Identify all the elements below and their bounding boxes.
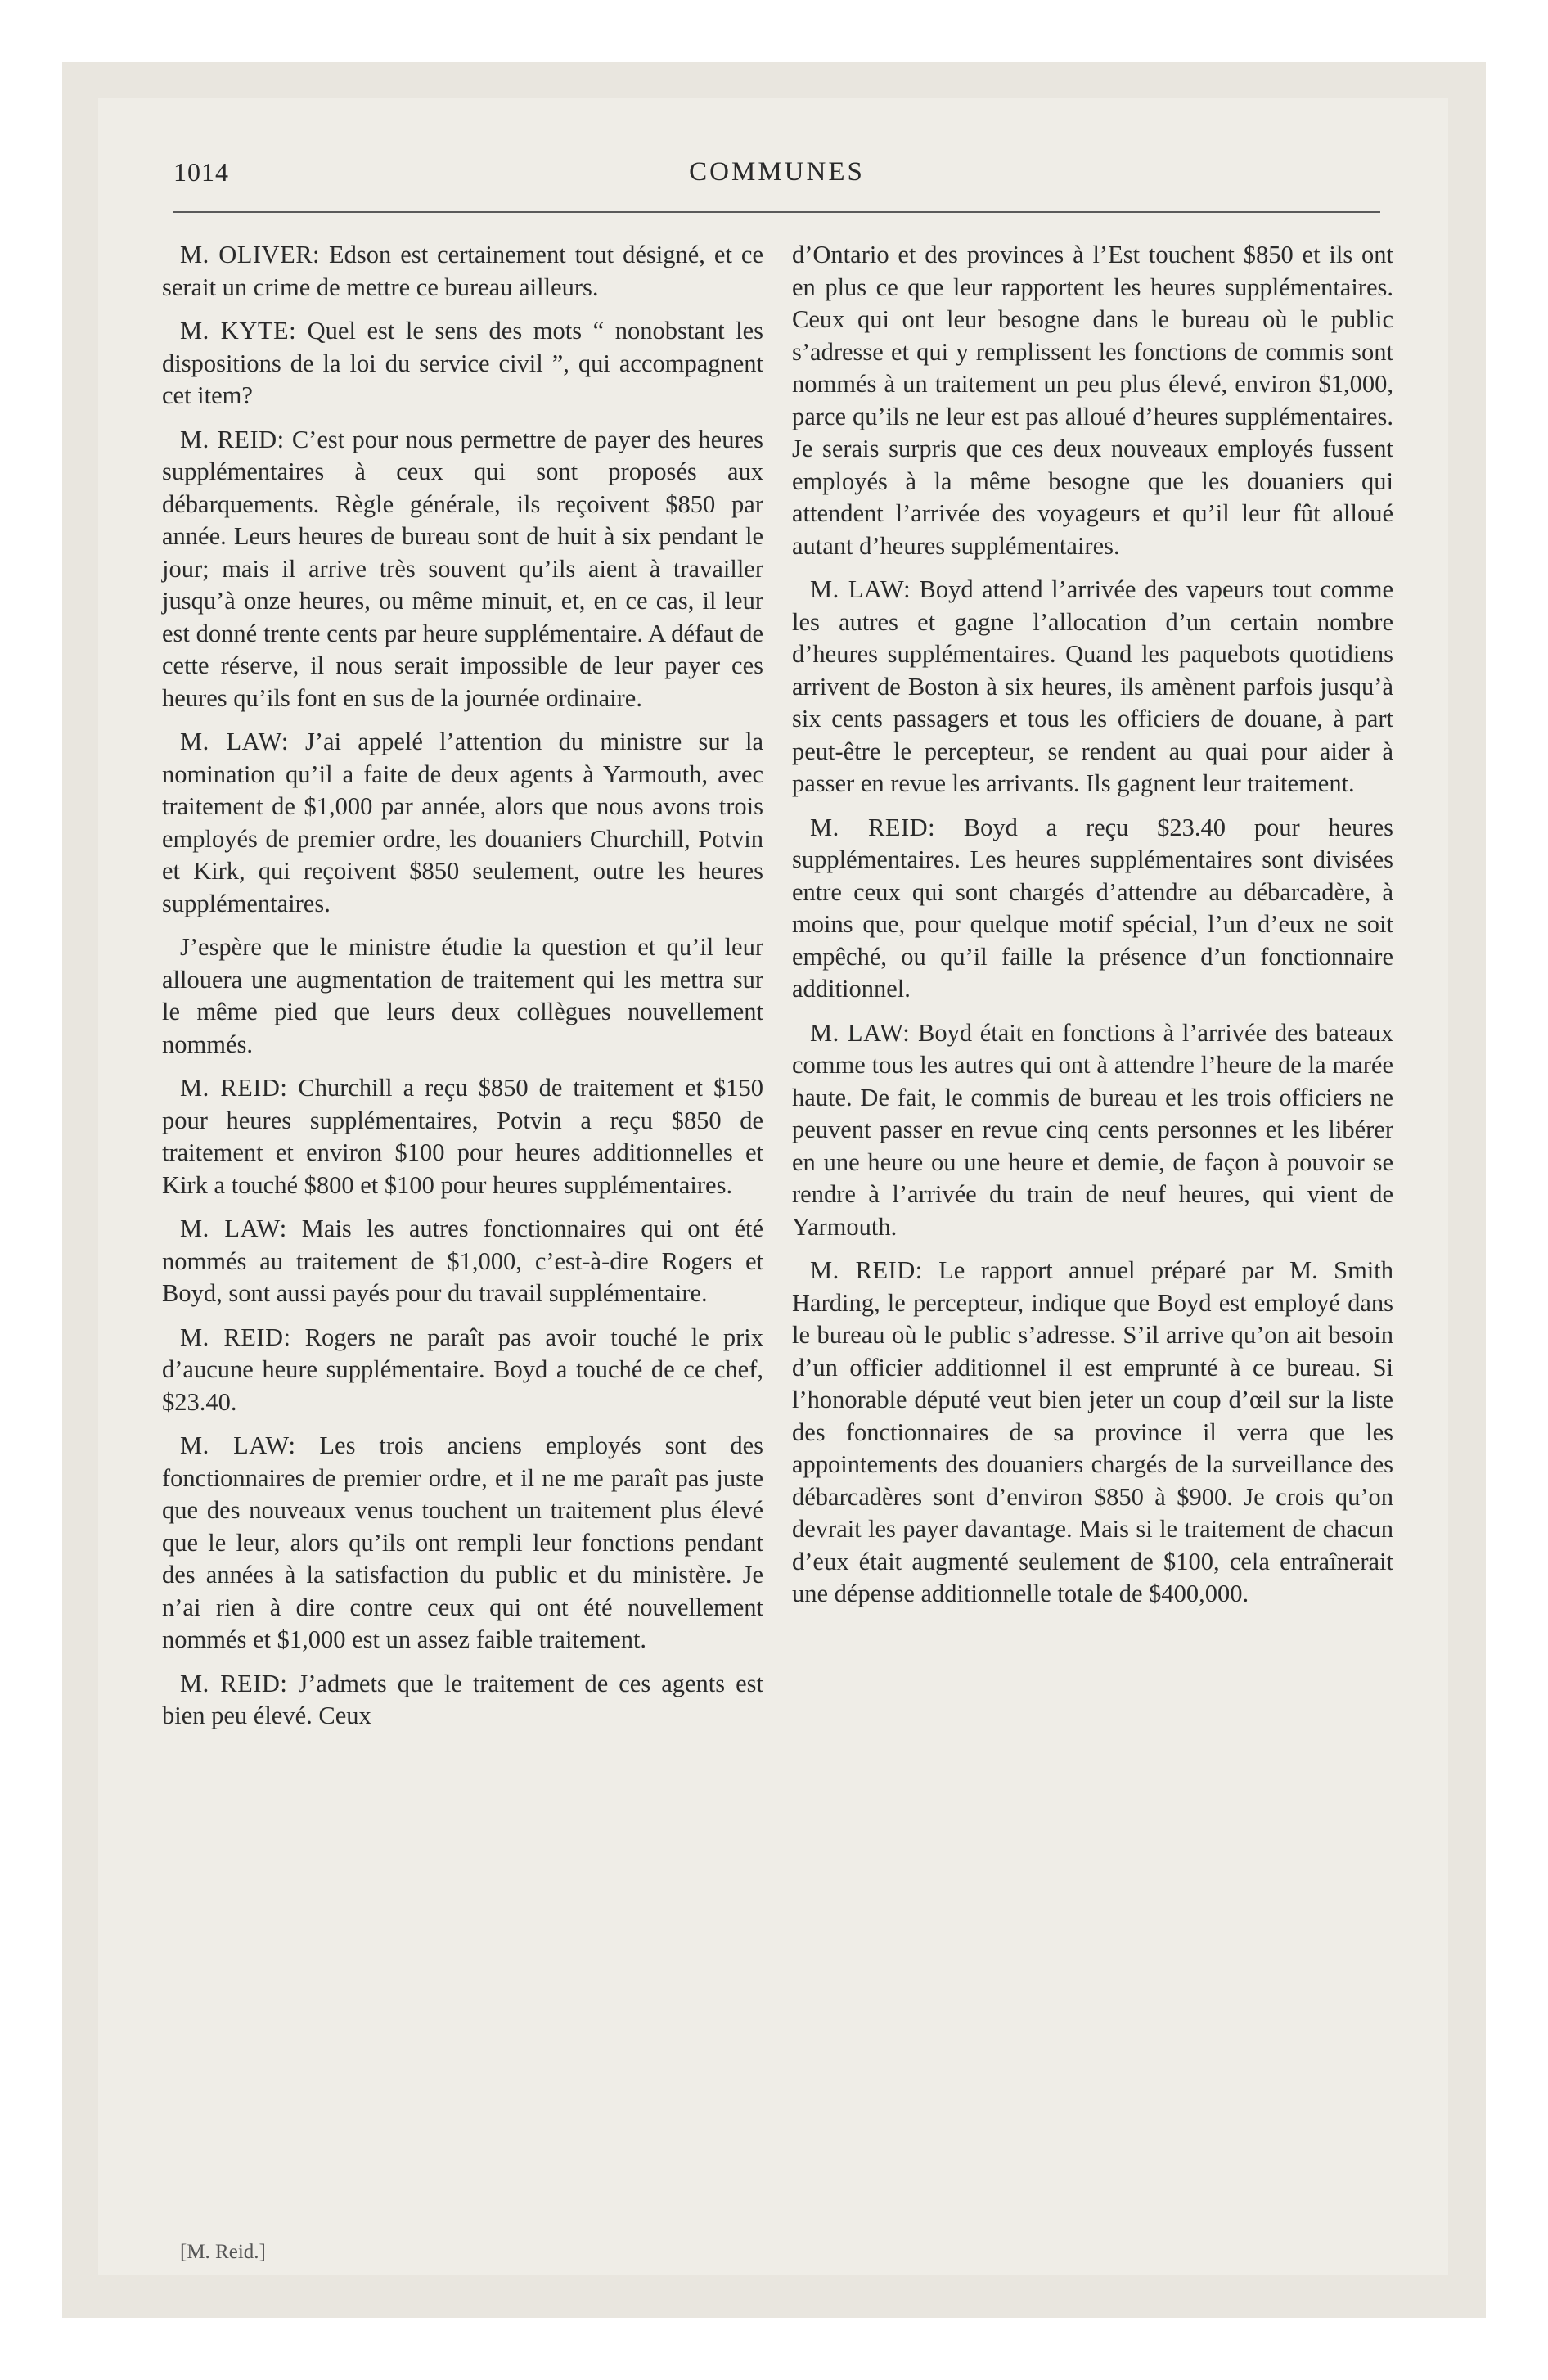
speaker-footer-note: [M. Reid.] [180, 2241, 266, 2263]
paragraph [792, 1255, 1393, 1611]
header-rule [173, 211, 1380, 213]
paragraph [792, 239, 1393, 562]
speaker-label: M. REID: [180, 1669, 288, 1697]
speaker-label: M. LAW: [810, 575, 911, 603]
paragraph-text: J’espère que le ministre étudie la question et qu’il leur allouera une augmentation de traitement qui les mettra sur le même pied que leurs deux collègues nouvellement nommés. [162, 933, 763, 1058]
paragraph-text: Edson est certainement tout désigné, et ce serait un crime de mettre ce bureau ailleurs. [162, 241, 763, 301]
paragraph [162, 1668, 763, 1733]
paragraph-text: C’est pour nous permettre de payer des heures supplémentaires à ceux qui sont proposés aux débarquements. Règle générale, ils reçoivent $850 par année. Leurs heures de bureau sont de huit à six pendant le jour; mais il arrive très souvent qu’ils aient à travailler jusqu’à onze heures, ou même minuit, et, en ce cas, il leur est donné trente cents par heure supplémentaire. A défaut de cette réserve, il nous serait impossible de leur payer ces heures qu’ils font en sus de la journée ordinaire. [162, 425, 764, 712]
speaker-label: M. REID: [180, 1074, 288, 1102]
paragraph-text: Les trois anciens employés sont des fonctionnaires de premier ordre, et il ne me paraît pas juste que des nouveaux venus touchent un traitement plus élevé que le leur, alors qu’ils ont rempli leur fonctions pendant des années à la satisfaction du public et du ministère. Je n’ai rien à dire contre ceux qui ont été nouvellement nommés et $1,000 est un assez faible traitement. [162, 1431, 764, 1653]
paragraph [162, 1072, 763, 1201]
speaker-label: M. KYTE: [180, 317, 297, 345]
paragraph [162, 726, 763, 920]
paragraph [162, 1322, 763, 1419]
paragraph-text: Le rapport annuel préparé par M. Smith Harding, le percepteur, indique que Boyd est employé dans le bureau où le public s’adresse. S’il arrive qu’on ait besoin d’un officier additionnel il est emprunté à ce bureau. Si l’honorable député veut bien jeter un coup d’œil sur la liste des fonctionnaires de sa province il verra que les appointements des douaniers chargés de la surveillance des débarcadères sont d’environ $850 à $900. Je crois qu’on devrait les payer davantage. Mais si le traitement de chacun d’eux était augmenté seulement de $100, cela entraînerait une dépense additionnelle totale de $400,000. [792, 1256, 1394, 1607]
paragraph [792, 812, 1393, 1006]
paragraph [162, 315, 763, 412]
speaker-label: M. LAW: [180, 1215, 287, 1242]
speaker-label: M. OLIVER: [180, 241, 321, 268]
paragraph-text: J’admets que le traitement de ces agents est bien peu élevé. Ceux [162, 1669, 763, 1729]
speaker-label: M. LAW: [810, 1018, 911, 1047]
paragraph-text: Boyd a reçu $23.40 pour heures supplémentaires. Les heures supplémentaires sont divisées entre ceux qui sont chargés d’attendre au débarcadère, à moins que, pour quelque motif spécial, l’un d’eux ne soit empêché, ou qu’il faille la présence d’un fonctionnaire additionnel. [792, 813, 1393, 1003]
right-column [792, 239, 1393, 1622]
speaker-label: M. REID: [180, 425, 285, 453]
paragraph-text: Boyd était en fonctions à l’arrivée des bateaux comme tous les autres qui ont à attendre l’heure de la marée haute. De fait, le commis de bureau et les trois officiers ne peuvent passer en revue cinq cents personnes et les libérer en une heure ou une heure et demie, de façon à pouvoir se rendre à l’arrivée du train de neuf heures, qui vient de Yarmouth. [792, 1018, 1394, 1241]
paragraph-text: d’Ontario et des provinces à l’Est touchent $850 et ils ont en plus ce que leur rapportent les heures supplémentaires. Ceux qui ont leur besogne dans le bureau où le public s’adresse et qui y remplissent les fonctions de commis sont nommés à un traitement un peu plus élevé, environ $1,000, parce qu’ils ne leur est pas alloué d’heures supplémentaires. Je serais surpris que ces deux nouveaux employés fussent employés à la même besogne que les douaniers qui attendent l’arrivée des voyageurs et qu’il leur fût alloué autant d’heures supplémentaires. [792, 241, 1393, 560]
paragraph-text: Mais les autres fonctionnaires qui ont été nommés au traitement de $1,000, c’est-à-dire Rogers et Boyd, sont aussi payés pour du travail supplémentaire. [162, 1215, 764, 1307]
page-number: 1014 [173, 157, 229, 187]
section-title: COMMUNES [689, 157, 865, 187]
paragraph-text: Rogers ne paraît pas avoir touché le prix d’aucune heure supplémentaire. Boyd a touché de ce chef, $23.40. [162, 1323, 764, 1416]
paragraph [162, 1213, 763, 1310]
speaker-label: M. REID: [810, 813, 936, 841]
paragraph [792, 1017, 1393, 1244]
speaker-label: M. LAW: [180, 728, 289, 755]
paragraph [162, 931, 763, 1061]
paragraph-text: Quel est le sens des mots “ nonobstant les dispositions de la loi du service civil ”, qui accompagnent cet item? [162, 317, 764, 409]
paragraph [792, 574, 1393, 800]
paragraph-text: J’ai appelé l’attention du ministre sur la nomination qu’il a faite de deux agents à Yarmouth, avec traitement de $1,000 par année, alors que nous avons trois employés de premier ordre, les douaniers Churchill, Potvin et Kirk, qui reçoivent $850 seulement, outre les heures supplémentaires. [162, 728, 764, 917]
left-column [162, 239, 763, 1744]
speaker-label: M. LAW: [180, 1431, 296, 1459]
paragraph [162, 1430, 763, 1657]
paragraph [162, 239, 763, 304]
running-head [173, 157, 1380, 203]
document-page [98, 98, 1448, 2275]
speaker-label: M. REID: [810, 1256, 923, 1284]
paragraph-text: Boyd attend l’arrivée des vapeurs tout comme les autres et gagne l’allocation d’un certain nombre d’heures supplémentaires. Quand les paquebots quotidiens arrivent de Boston à six heures, ils amènent parfois jusqu’à six cents passagers et tous les officiers de douane, à part peut-être le percepteur, se rendent au quai pour aider à passer en revue les arrivants. Ils gagnent leur traitement. [792, 575, 1394, 797]
paragraph [162, 424, 763, 715]
speaker-label: M. REID: [180, 1323, 291, 1351]
paragraph-text: Churchill a reçu $850 de traitement et $150 pour heures supplémentaires, Potvin a reçu $850 de traitement et environ $100 pour heures additionnelles et Kirk a touché $800 et $100 pour heures supplémentaires. [162, 1074, 764, 1199]
